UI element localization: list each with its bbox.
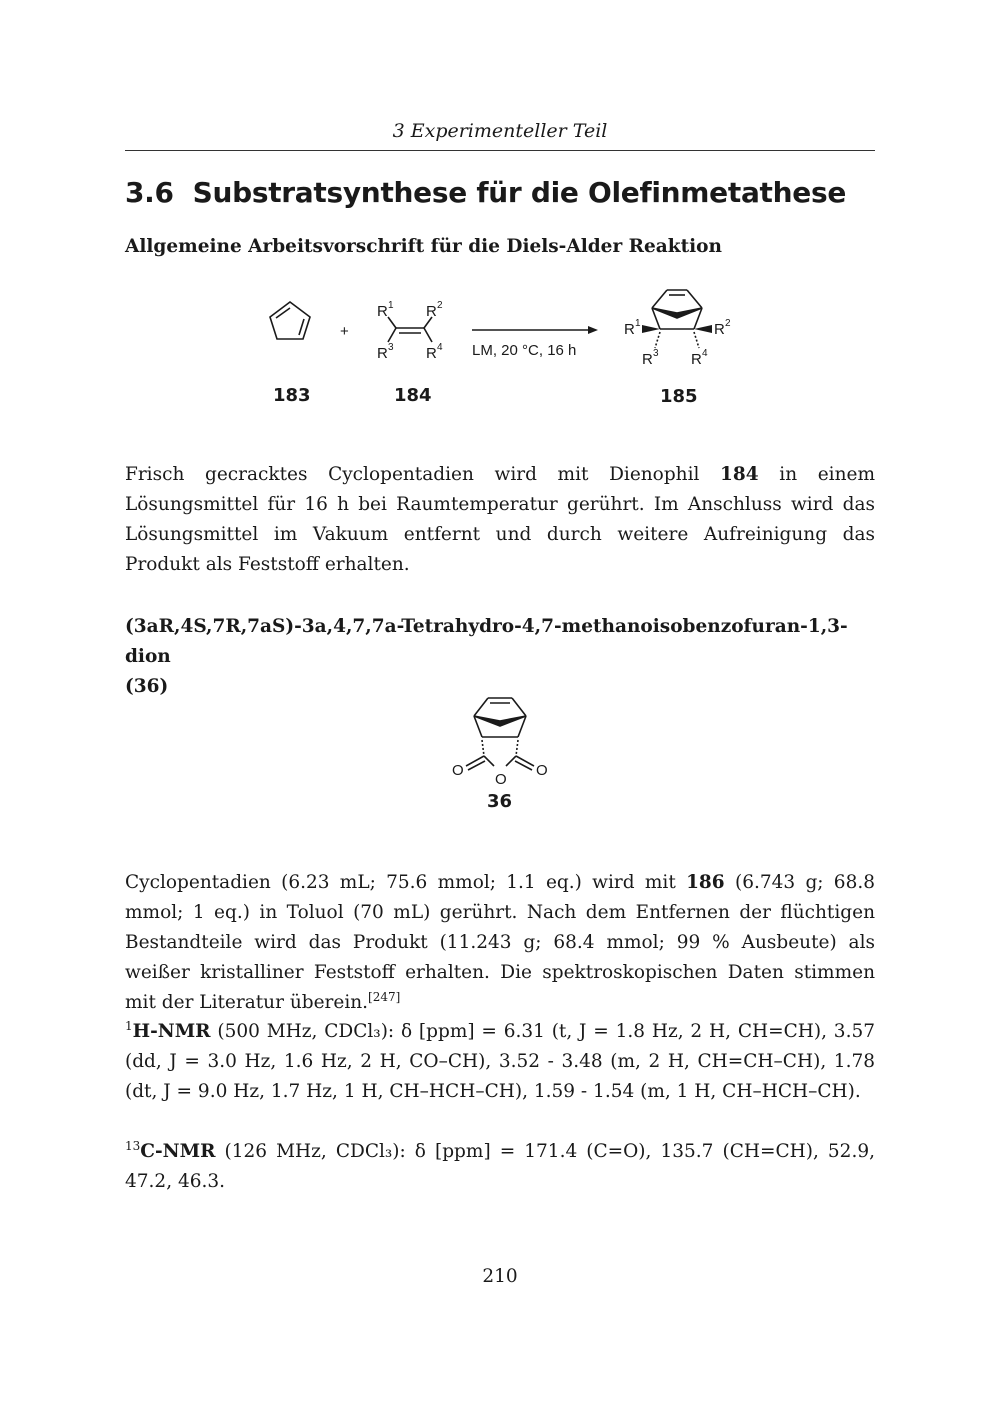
compound-name-rest: R,4S,7R,7aS)-3a,4,7,7a-Tetrahydro-4,7-methanoisobenzofuran-1,3-dion xyxy=(125,616,848,667)
section-title-text: Substratsynthese für die Olefinmetathese xyxy=(192,176,847,209)
dienophile-ref: 184 xyxy=(720,464,759,485)
c-nmr-label: C-NMR xyxy=(140,1141,216,1162)
product-r3-label: R xyxy=(642,351,653,368)
product-substituents xyxy=(624,318,731,368)
general-procedure-text xyxy=(125,460,875,580)
r1-index: 1 xyxy=(388,300,394,311)
page-number: 210 xyxy=(482,1266,518,1287)
ring-oxygen: O xyxy=(495,771,507,788)
h-nmr-label: H-NMR xyxy=(132,1021,211,1042)
compound-label-36: 36 xyxy=(487,791,513,812)
norbornene-product-structure xyxy=(642,290,712,348)
cyclopentadiene-structure xyxy=(270,302,310,339)
procedure-part-a: Cyclopentadien (6.23 mL; 75.6 mmol; 1.1 eq.) wird mit xyxy=(125,872,687,893)
c-nmr-isotope: 13 xyxy=(125,1138,141,1153)
compound-number: (36) xyxy=(125,676,169,697)
compound-name-prefix: (3a xyxy=(125,616,159,637)
procedure-part-b: (6.743 g; 68.8 mmol; 1 eq.) in Toluol (70 mL) gerührt. Nach dem Entfernen der flüchtigen Bestandteile wird das Produkt (11.243 g; 68.4 mmol; 99 % Ausbeute) als weißer kristalliner Feststoff erhalten. Die spektroskopischen Daten stimmen mit der Literatur überein. xyxy=(125,872,875,1013)
section-title xyxy=(125,176,846,209)
h-nmr-data xyxy=(125,1017,875,1107)
carbonyl-oxygen-left: O xyxy=(452,762,464,779)
general-text-part-a: Frisch gecracktes Cyclopentadien wird mit Dienophil xyxy=(125,464,721,485)
product-r4-index: 4 xyxy=(702,348,708,359)
r2-label: R xyxy=(426,303,437,320)
r2-index: 2 xyxy=(437,300,443,311)
compound-procedure-text xyxy=(125,868,875,1018)
product-r1-index: 1 xyxy=(635,318,641,329)
reaction-conditions: LM, 20 °C, 16 h xyxy=(472,342,577,359)
product-r2-label: R xyxy=(714,321,725,338)
plus-sign: + xyxy=(340,323,349,340)
reaction-arrow xyxy=(472,326,598,334)
c-nmr-text: (126 MHz, CDCl₃): δ [ppm] = 171.4 (C=O), 135.7 (CH=CH), 52.9, 47.2, 46.3. xyxy=(125,1141,875,1192)
section-number: 3.6 xyxy=(125,176,174,209)
header-rule xyxy=(125,150,875,151)
r1-label: R xyxy=(377,303,388,320)
general-procedure-heading: Allgemeine Arbeitsvorschrift für die Diels-Alder Reaktion xyxy=(125,236,722,257)
running-header: 3 Experimenteller Teil xyxy=(392,120,608,142)
citation-ref[interactable]: [247] xyxy=(368,989,401,1004)
compound-label-183: 183 xyxy=(273,385,311,406)
r3-label: R xyxy=(377,345,388,362)
product-r3-index: 3 xyxy=(653,348,659,359)
h-nmr-text: (500 MHz, CDCl₃): δ [ppm] = 6.31 (t, J = 1.8 Hz, 2 H, CH=CH), 3.57 (dd, J = 3.0 Hz, 1.6 Hz, 2 H, CO–CH), 3.52 - 3.48 (m, 2 H, CH=CH–CH), 1.78 (dt, J = 9.0 Hz, 1.7 Hz, 1 H, CH–HCH–CH), 1.59 - 1.54 (m, 1 H, CH–HCH–CH). xyxy=(125,1021,875,1102)
r4-label: R xyxy=(426,345,437,362)
h-nmr-isotope: 1 xyxy=(125,1018,133,1033)
reagent-ref: 186 xyxy=(686,872,725,893)
compound-label-184: 184 xyxy=(394,385,432,406)
c-nmr-data xyxy=(125,1137,875,1197)
product-r1-label: R xyxy=(624,321,635,338)
carbonyl-oxygen-right: O xyxy=(536,762,548,779)
r3-index: 3 xyxy=(388,342,394,353)
dienophile-structure xyxy=(388,317,432,342)
product-r4-label: R xyxy=(691,351,702,368)
anhydride-structure-36 xyxy=(440,688,560,788)
dienophile-substituents xyxy=(377,300,443,362)
product-r2-index: 2 xyxy=(725,318,731,329)
r4-index: 4 xyxy=(437,342,443,353)
compound-label-185: 185 xyxy=(660,386,698,407)
general-text-part-b: in einem Lösungsmittel für 16 h bei Raumtemperatur gerührt. Im Anschluss wird das Lösungsmittel im Vakuum entfernt und durch weitere Aufreinigung das Produkt als Feststoff erhalten. xyxy=(125,464,875,575)
